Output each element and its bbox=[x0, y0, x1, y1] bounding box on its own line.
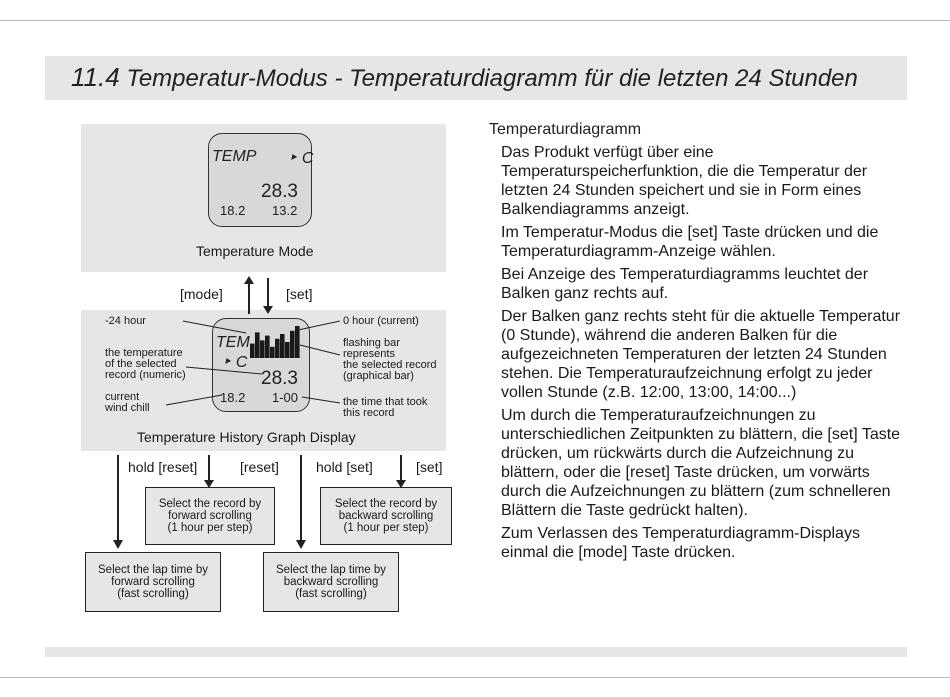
backward-lap-box: Select the lap time by backward scrolling (fast scrolling) bbox=[263, 552, 399, 612]
history-lcd-left: 18.2 bbox=[220, 390, 246, 405]
temp-mode-caption: Temperature Mode bbox=[196, 243, 314, 259]
paragraph: Das Produkt verfügt über eine Temperaturspeicherfunktion, die die Temperatur der letzten 24 Stunden speichert und sie in Form eines Balkendiagramms anzeigt. bbox=[501, 144, 868, 218]
forward-record-box: Select the record by forward scrolling (1 hour per step) bbox=[145, 487, 275, 545]
annotation-time-took: the time that took this record bbox=[343, 396, 428, 419]
backward-record-box: Select the record by backward scrolling (1 hour per step) bbox=[320, 487, 452, 545]
lcd-unit: ‣ C bbox=[288, 150, 314, 167]
body-section-title: Temperaturdiagramm bbox=[489, 121, 642, 138]
reset-label: [reset] bbox=[240, 459, 279, 475]
body-text bbox=[489, 121, 909, 566]
lcd-right-value: 13.2 bbox=[272, 203, 298, 218]
paragraph: Zum Verlassen des Temperaturdiagramm-Displays einmal die [mode] Taste drücken. bbox=[501, 525, 860, 561]
paragraph: Der Balken ganz rechts steht für die aktuelle Temperatur (0 Stunde), während die anderen Balken für die aufgezeichneten Temperaturen der letzten 24 Stunden stehen. Die Temperaturaufzeichnung erfolgt zu jeder vollen Stunde (z.B. 12:00, 13:00, 14:00...) bbox=[501, 308, 901, 401]
set-label: [set] bbox=[416, 459, 443, 475]
annotation-minus24: -24 hour bbox=[105, 315, 146, 327]
history-lcd-label: TEM bbox=[216, 334, 250, 351]
annotation-selected-temp: the temperature of the selected record (numeric) bbox=[105, 347, 186, 381]
history-lcd-unit: ‣ C bbox=[222, 354, 248, 371]
hold-set-label: hold [set] bbox=[316, 459, 373, 475]
paragraph: Um durch die Temperaturaufzeichnungen zu unterschiedlichen Zeitpunkten zu blättern, die [set] Taste drücken, um rückwärts durch die Aufzeichnung zu blättern, oder die [reset] Taste drücken, um vorwärts durch die Aufzeichnungen zu blättern (zum schnelleren Blättern die Taste gedrückt halten). bbox=[501, 407, 901, 519]
section-number: 11.4 bbox=[71, 62, 120, 92]
paragraph: Bei Anzeige des Temperaturdiagramms leuchtet der Balken ganz rechts auf. bbox=[501, 266, 869, 302]
annotation-zero-hour: 0 hour (current) bbox=[343, 315, 419, 327]
paragraph: Im Temperatur-Modus die [set] Taste drücken und die Temperaturdiagramm-Anzeige wählen. bbox=[501, 224, 879, 260]
section-title: Temperatur-Modus - Temperaturdiagramm für die letzten 24 Stunden bbox=[126, 65, 858, 92]
annotation-wind-chill: current wind chill bbox=[105, 391, 150, 414]
history-caption: Temperature History Graph Display bbox=[137, 429, 356, 445]
lcd-left-value: 18.2 bbox=[220, 203, 246, 218]
forward-lap-box: Select the lap time by forward scrolling (fast scrolling) bbox=[85, 552, 221, 612]
annotation-flashing-bar: flashing bar represents the selected record (graphical bar) bbox=[343, 337, 437, 382]
lcd-value: 28.3 bbox=[261, 181, 298, 202]
set-button-label: [set] bbox=[286, 286, 313, 302]
mode-button-label: [mode] bbox=[180, 286, 223, 302]
history-lcd-value: 28.3 bbox=[261, 368, 298, 389]
footer-band bbox=[45, 647, 907, 657]
lcd-temp-label: TEMP bbox=[212, 148, 257, 165]
hold-reset-label: hold [reset] bbox=[128, 459, 198, 475]
history-lcd-right: 1-00 bbox=[272, 390, 299, 405]
